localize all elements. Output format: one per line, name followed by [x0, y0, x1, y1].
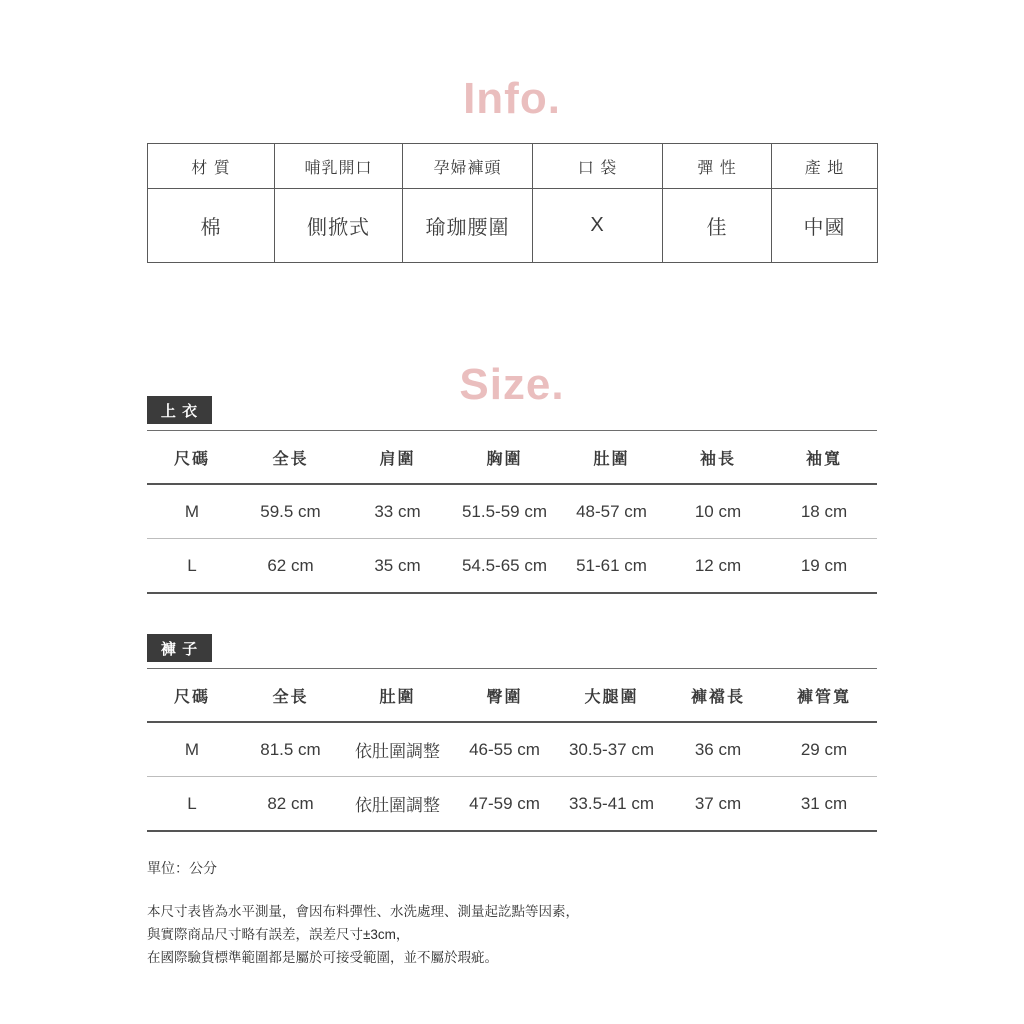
- tops-header-belly: 肚圍: [558, 431, 665, 485]
- tops-l-sleeve-width: 19 cm: [800, 555, 848, 575]
- pants-m-size: M: [147, 722, 237, 777]
- pants-l-leg-opening: 31 cm: [800, 793, 848, 813]
- product-info-table: [147, 143, 878, 263]
- info-header-pocket: 口 袋: [533, 144, 663, 189]
- disclaimer-line-2: 與實際商品尺寸略有誤差，誤差尺寸±3cm，: [147, 927, 410, 942]
- tops-m-shoulder: 33 cm: [344, 484, 451, 539]
- info-header-material: 材 質: [148, 144, 275, 189]
- tops-header-shoulder: 肩圍: [344, 431, 451, 485]
- info-section-title: Info.: [463, 74, 561, 123]
- tops-header-chest: 胸圍: [451, 431, 558, 485]
- pants-header-crotch-length: 褲襠長: [665, 669, 771, 723]
- tops-l-size: L: [187, 555, 197, 575]
- pants-section-badge: 褲 子: [147, 634, 212, 662]
- disclaimer-line-1: 本尺寸表皆為水平測量，會因布料彈性、水洗處理、測量起訖點等因素，: [147, 904, 579, 919]
- info-value-maternity-waist: 瑜珈腰圍: [403, 189, 533, 263]
- tops-l-shoulder: 35 cm: [374, 555, 421, 575]
- tops-size-table: [147, 430, 877, 594]
- pants-m-hip: 46-55 cm: [451, 722, 558, 777]
- info-value-elasticity: 佳: [663, 189, 772, 263]
- tops-l-belly: 51-61 cm: [576, 555, 647, 575]
- pants-header-size: 尺碼: [147, 669, 237, 723]
- measurement-disclaimer: [147, 900, 579, 969]
- tops-row-l: [147, 539, 877, 594]
- info-value-origin: 中國: [772, 189, 878, 263]
- size-section-title: Size.: [459, 360, 565, 409]
- pants-l-thigh: 33.5-41 cm: [568, 793, 655, 813]
- tops-row-m: [147, 484, 877, 539]
- tops-m-sleeve-width: 18 cm: [771, 484, 877, 539]
- tops-m-size: M: [147, 484, 237, 539]
- pants-m-thigh: 30.5-37 cm: [558, 722, 665, 777]
- unit-note: 單位：公分: [147, 860, 217, 876]
- pants-l-hip: 47-59 cm: [469, 793, 540, 813]
- pants-header-belly: 肚圍: [344, 669, 451, 723]
- disclaimer-line-3: 在國際驗貨標準範圍都是屬於可接受範圍，並不屬於瑕疵。: [147, 950, 498, 965]
- info-header-maternity-waist: 孕婦褲頭: [403, 144, 533, 189]
- info-header-elasticity: 彈 性: [663, 144, 772, 189]
- info-header-origin: 產 地: [772, 144, 878, 189]
- pants-m-full-length: 81.5 cm: [237, 722, 344, 777]
- info-value-pocket: X: [533, 189, 663, 263]
- pants-header-hip: 臀圍: [451, 669, 558, 723]
- tops-header-sleeve-length: 袖長: [665, 431, 771, 485]
- pants-l-full-length: 82 cm: [267, 793, 314, 813]
- tops-header-sleeve-width: 袖寬: [771, 431, 877, 485]
- tops-m-belly: 48-57 cm: [558, 484, 665, 539]
- pants-header-full-length: 全長: [237, 669, 344, 723]
- info-table-header-row: [148, 144, 878, 189]
- pants-size-table: [147, 668, 877, 832]
- pants-m-leg-opening: 29 cm: [771, 722, 877, 777]
- tops-header-size: 尺碼: [147, 431, 237, 485]
- tops-m-full-length: 59.5 cm: [237, 484, 344, 539]
- tops-l-full-length: 62 cm: [267, 555, 314, 575]
- pants-row-l: [147, 777, 877, 832]
- tops-table-header-row: [147, 431, 877, 485]
- pants-row-m: [147, 722, 877, 777]
- info-value-nursing-opening: 側掀式: [275, 189, 403, 263]
- info-value-material: 棉: [148, 189, 275, 263]
- info-table-value-row: [148, 189, 878, 263]
- info-header-nursing-opening: 哺乳開口: [275, 144, 403, 189]
- pants-header-leg-opening: 褲管寬: [771, 669, 877, 723]
- tops-l-chest: 54.5-65 cm: [461, 555, 548, 575]
- pants-m-belly: 依肚圍調整: [344, 722, 451, 777]
- pants-l-size: L: [187, 793, 197, 813]
- pants-l-belly: 依肚圍調整: [355, 796, 440, 815]
- pants-header-thigh: 大腿圍: [558, 669, 665, 723]
- pants-l-crotch-length: 37 cm: [694, 793, 742, 813]
- tops-m-chest: 51.5-59 cm: [451, 484, 558, 539]
- tops-m-sleeve-length: 10 cm: [665, 484, 771, 539]
- tops-header-full-length: 全長: [237, 431, 344, 485]
- tops-l-sleeve-length: 12 cm: [694, 555, 742, 575]
- pants-m-crotch-length: 36 cm: [665, 722, 771, 777]
- tops-section-badge: 上 衣: [147, 396, 212, 424]
- pants-table-header-row: [147, 669, 877, 723]
